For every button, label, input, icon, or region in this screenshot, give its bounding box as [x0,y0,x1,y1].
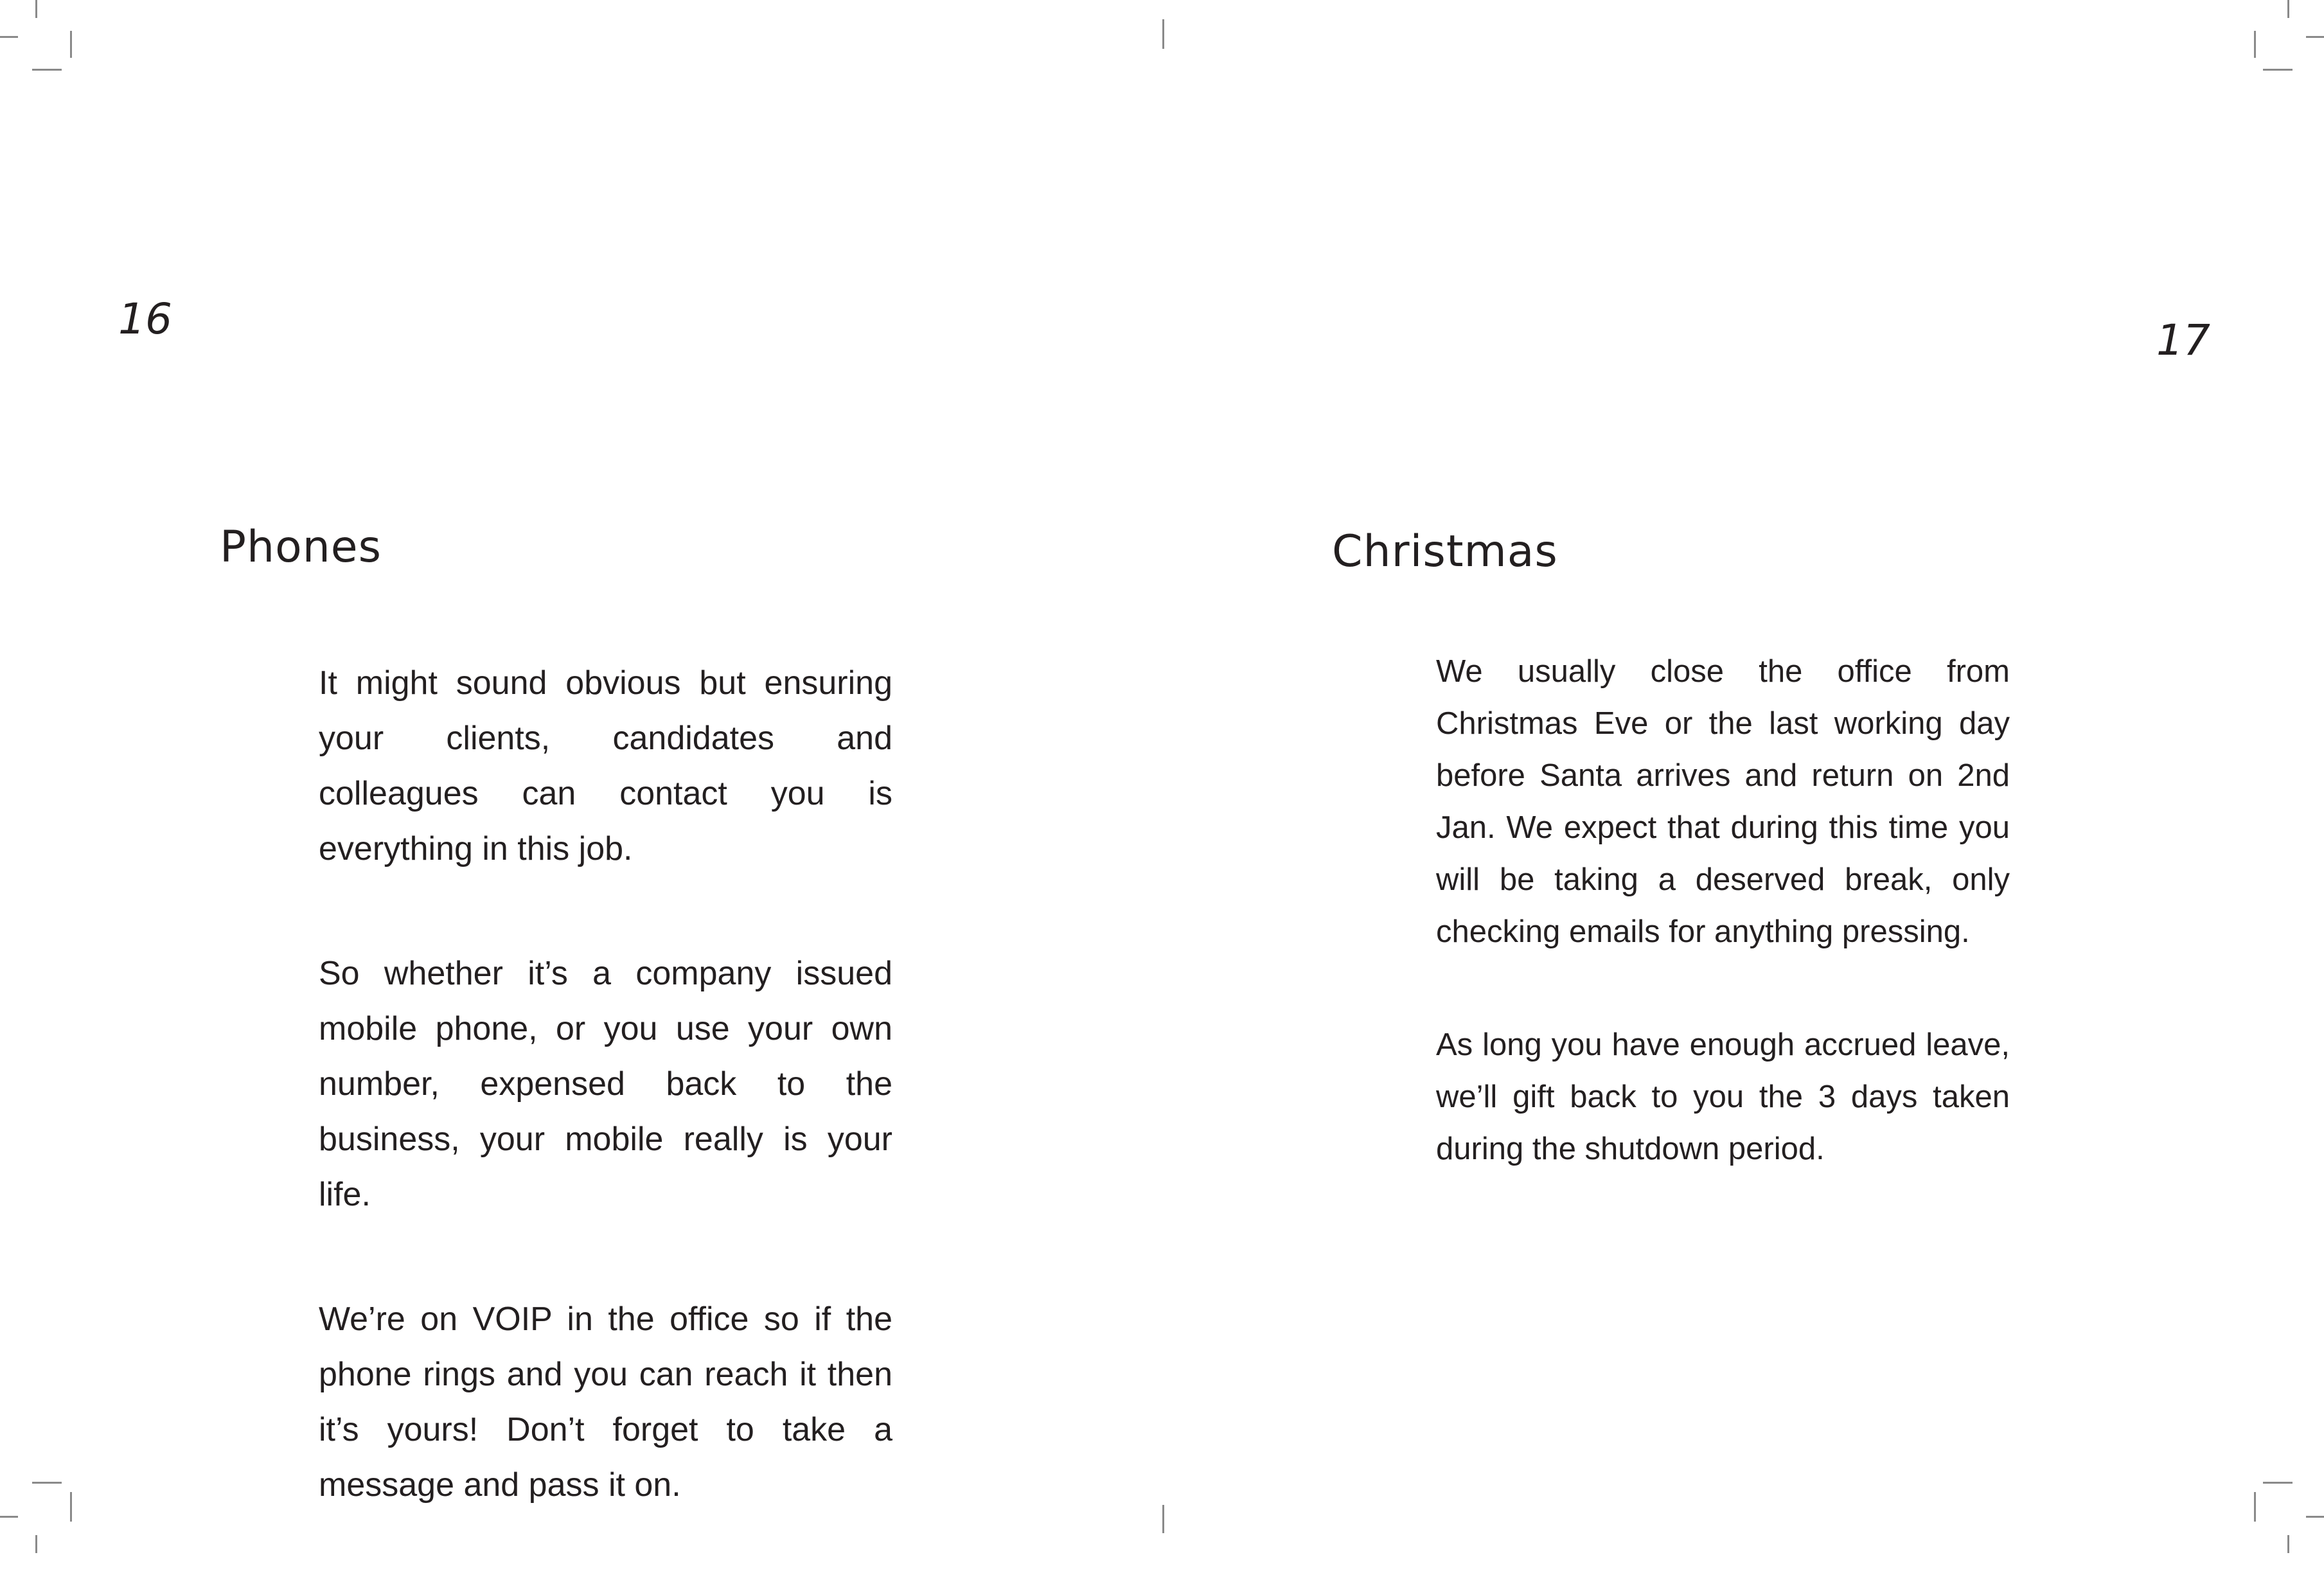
crop-mark [1162,19,1164,49]
section-heading-christmas: Christmas [1332,526,1558,577]
crop-mark [2254,31,2256,58]
crop-mark [0,1516,18,1518]
crop-mark [70,1492,72,1522]
section-heading-phones: Phones [220,522,382,573]
crop-mark [32,1482,62,1484]
crop-mark [2306,36,2324,38]
body-text [1436,646,2010,1236]
crop-mark [2263,69,2293,71]
paragraph: It might sound obvious but ensuring your clients, candidates and colleagues can contact you is everything in this job. [319,664,892,867]
crop-mark [0,36,18,38]
paragraph: We’re on VOIP in the office so if the phone rings and you can reach it then it’s yours! Don’t forget to take a message and pass it on. [319,1301,892,1504]
paragraph: So whether it’s a company issued mobile phone, or you use your own number, expensed back to the business, your mobile really is your life. [319,955,892,1213]
crop-mark [2263,1482,2293,1484]
crop-mark [70,31,72,58]
crop-mark [32,69,62,71]
crop-mark [1162,1505,1164,1533]
crop-mark [2306,1516,2324,1518]
paragraph: We usually close the office from Christmas Eve or the last working day before Santa arrives and return on 2nd Jan. We expect that during this time you will be taking a deserved break, only checking emails for anything pressing. [1436,654,2010,949]
crop-mark [2287,1535,2289,1553]
crop-mark [2287,0,2289,18]
crop-mark [35,0,37,18]
paragraph: As long you have enough accrued leave, we’ll gift back to you the 3 days taken during the shutdown period. [1436,1027,2010,1166]
body-text [319,655,892,1582]
crop-mark [35,1535,37,1553]
page-number: 16 [118,294,172,344]
crop-mark [2254,1492,2256,1522]
page-number: 17 [2156,316,2210,365]
